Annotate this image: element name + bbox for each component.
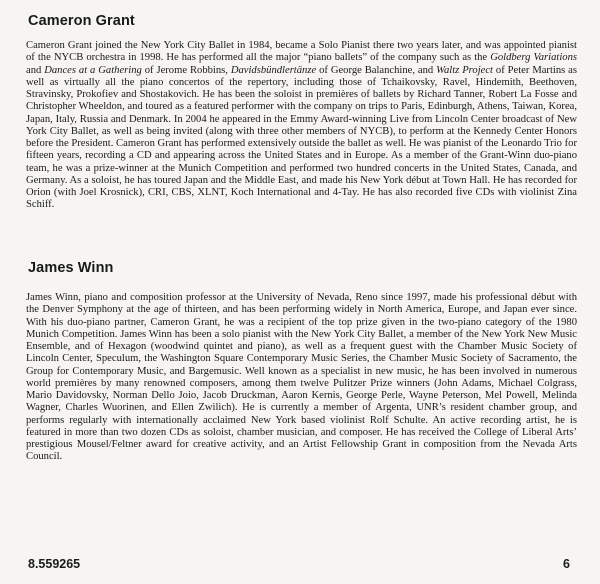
work-title-goldberg: Goldberg Variations	[490, 52, 578, 64]
section-heading-james-winn: James Winn	[28, 260, 114, 276]
bio-text: and	[26, 64, 45, 76]
catalog-number: 8.559265	[28, 557, 81, 571]
work-title-waltz-project: Waltz Project	[436, 64, 493, 76]
work-title-davidsbundler: Davidsbündlertänze	[230, 64, 317, 76]
bio-text: of George Balanchine, and	[316, 64, 437, 76]
section-heading-cameron-grant: Cameron Grant	[28, 13, 135, 29]
bio-text: of Peter Martins as well as virtually all the piano concertos of the repertory, including those of Tchaikovsky, Ravel, Hindemith, Beethoven, Stravinsky, Prokofiev and Shostakovich. He has been the soloist in premières of ballets by Richard Tanner, Robert La Fosse and Christopher Wheeldon, and toured as a featured performer with the company on trips to Paris, Edinburgh, Athens, Taiwan, Korea, Japan, Italy, Russia and Denmark. In 2004 he appeared in the Emmy Award-winning Live from Lincoln Center broadcast of New York City Ballet, as well as being invited (along with three other members of NYCB), to perform at the Kennedy Center Honors before the President. Cameron Grant has performed extensively outside the ballet as well. He was pianist of the Leonardo Trio for fifteen years, recording a CD and appearing across the United States and in Europe. As a member of the Grant-Winn duo-piano team, he was a prize-winner at the Munich Competition and performed two hundred concerts in the United States, Canada, and Germany. As a soloist, he has toured Japan and the Middle East, and made his New York début at Town Hall. He has recorded for Orion (with Joel Krosnick), CRI, CBS, XLNT, Koch International and 4-Tay. He has also recorded five CDs with violinist Zina Schiff.	[26, 64, 578, 211]
page-number: 6	[563, 557, 570, 571]
bio-text: of Jerome Robbins,	[141, 64, 231, 76]
biography-cameron-grant	[26, 40, 577, 212]
work-title-dances: Dances at a Gathering	[44, 64, 142, 76]
biography-james-winn: James Winn, piano and composition professor at the University of Nevada, Reno since 1997, made his professional début with the Denver Symphony at the age of thirteen, and has been performing widely in North America, Europe, and Japan ever since. With his duo-piano partner, Cameron Grant, he was a recipient of the top prize given in the two-piano category of the 1980 Munich Competition. James Winn has been a solo pianist with the New York City Ballet, a member of the New York New Music Ensemble, and of Hexagon (woodwind quintet and piano), as well as a frequent guest with the Chamber Music Society of Lincoln Center, Speculum, the Washington Square Contemporary Music Series, the Chamber Music Society of Sacramento, the Group for Contemporary Music, and Bargemusic. Well known as a specialist in new music, he has been involved in numerous world premières by many renowned composers, among them twelve Pulitzer Prize winners (John Adams, Michael Colgrass, Mario Davidovsky, Norman Dello Joio, Jacob Druckman, Aaron Kernis, George Perle, Wayne Peterson, Mel Powell, Melinda Wagner, Charles Wuorinen, and Ellen Zwilich). He is currently a member of Argenta, UNR’s resident chamber group, and performs regularly with internationally acclaimed New York based violinist Rolf Schulte. An active recording artist, he is featured in more than two dozen CDs as soloist, chamber musician, and composer. He has received the College of Liberal Arts’ prestigious Mousel/Feltner award for creative activity, and an Artist Fellowship Grant in composition from the Nevada Arts Council.	[26, 292, 577, 463]
bio-text: Cameron Grant joined the New York City Ballet in 1984, became a Solo Pianist there two years later, and was appointed pianist of the NYCB orchestra in 1998. He has performed all the major “piano ballets” of the company such as the	[26, 40, 577, 64]
